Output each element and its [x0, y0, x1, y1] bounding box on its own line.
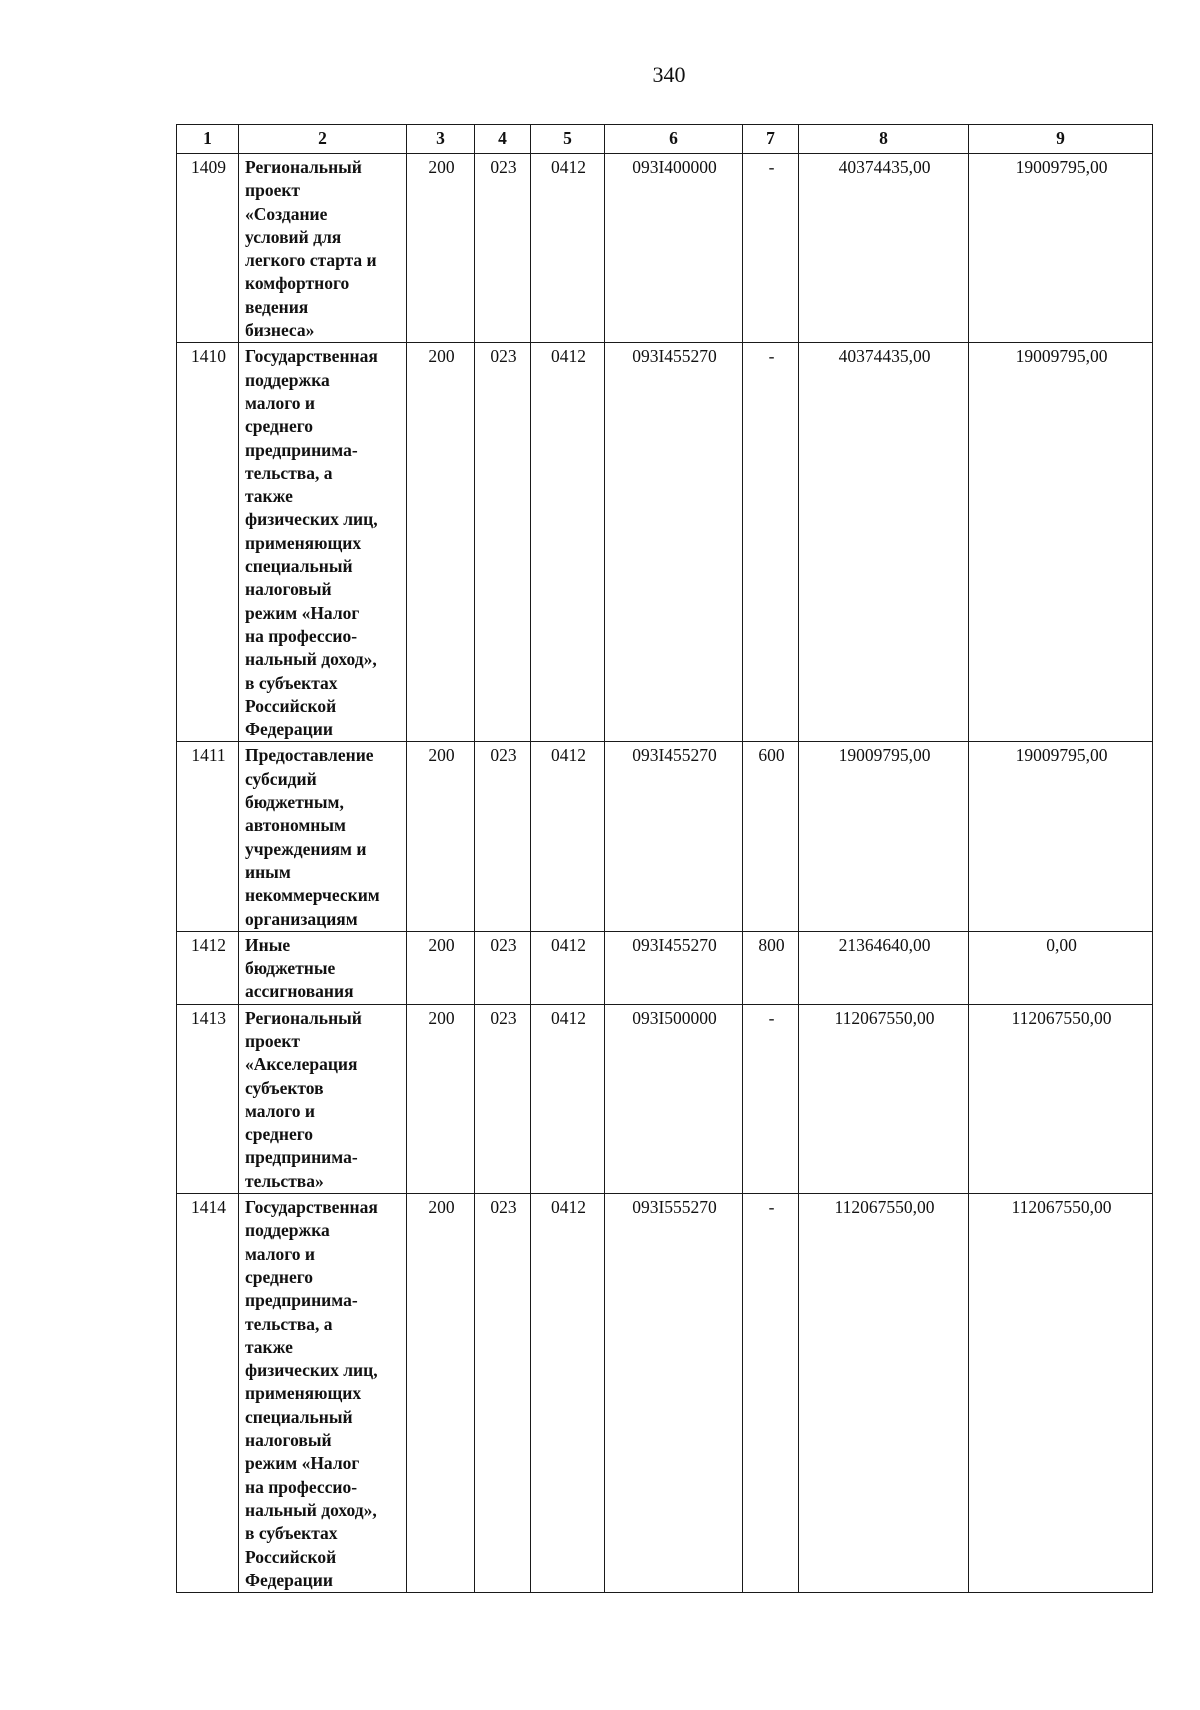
cell-col8: 112067550,00 [799, 1004, 969, 1193]
cell-col6: 093I500000 [605, 1004, 743, 1193]
cell-col5: 0412 [531, 343, 605, 742]
cell-col8: 112067550,00 [799, 1194, 969, 1593]
column-header: 7 [743, 125, 799, 154]
cell-col9: 19009795,00 [969, 742, 1153, 931]
column-header: 2 [239, 125, 407, 154]
header-row [177, 125, 1153, 154]
column-header: 1 [177, 125, 239, 154]
column-header: 5 [531, 125, 605, 154]
row-number: 1411 [177, 742, 239, 931]
cell-col3: 200 [407, 1004, 475, 1193]
cell-col4: 023 [475, 931, 531, 1004]
table-row [177, 931, 1153, 1004]
column-header: 8 [799, 125, 969, 154]
cell-col9: 19009795,00 [969, 343, 1153, 742]
cell-col5: 0412 [531, 742, 605, 931]
row-name: Региональный проект «Создание условий для легкого старта и комфортного ведения бизнеса» [239, 154, 407, 343]
cell-col7: 600 [743, 742, 799, 931]
row-number: 1414 [177, 1194, 239, 1593]
cell-col7: - [743, 1194, 799, 1593]
column-header: 3 [407, 125, 475, 154]
cell-col5: 0412 [531, 1004, 605, 1193]
cell-col4: 023 [475, 343, 531, 742]
cell-col8: 19009795,00 [799, 742, 969, 931]
cell-col4: 023 [475, 1004, 531, 1193]
row-name: Предоставление субсидий бюджетным, автономным учреждениям и иным некоммерческим организациям [239, 742, 407, 931]
cell-col7: - [743, 154, 799, 343]
row-number: 1409 [177, 154, 239, 343]
row-name: Иные бюджетные ассигнования [239, 931, 407, 1004]
cell-col8: 40374435,00 [799, 343, 969, 742]
cell-col7: - [743, 343, 799, 742]
row-number: 1413 [177, 1004, 239, 1193]
cell-col8: 21364640,00 [799, 931, 969, 1004]
cell-col6: 093I455270 [605, 742, 743, 931]
row-number: 1410 [177, 343, 239, 742]
cell-col3: 200 [407, 343, 475, 742]
cell-col3: 200 [407, 1194, 475, 1593]
cell-col9: 112067550,00 [969, 1004, 1153, 1193]
cell-col4: 023 [475, 742, 531, 931]
table-row [177, 742, 1153, 931]
cell-col9: 0,00 [969, 931, 1153, 1004]
cell-col6: 093I400000 [605, 154, 743, 343]
page-number: 340 [652, 62, 686, 87]
row-name: Государственная поддержка малого и среднего предпринима- тельства, а также физических лиц, применяющих специальный налоговый режим «Налог на профессио- нальный доход», в субъектах Российской Федерации [239, 1194, 407, 1593]
cell-col6: 093I455270 [605, 931, 743, 1004]
row-name: Государственная поддержка малого и среднего предпринима- тельства, а также физических лиц, применяющих специальный налоговый режим «Налог на профессио- нальный доход», в субъектах Российской Федерации [239, 343, 407, 742]
cell-col7: 800 [743, 931, 799, 1004]
budget-table [176, 124, 1153, 1593]
cell-col9: 19009795,00 [969, 154, 1153, 343]
cell-col6: 093I455270 [605, 343, 743, 742]
cell-col9: 112067550,00 [969, 1194, 1153, 1593]
cell-col3: 200 [407, 931, 475, 1004]
cell-col3: 200 [407, 742, 475, 931]
cell-col4: 023 [475, 154, 531, 343]
table-row [177, 1194, 1153, 1593]
cell-col4: 023 [475, 1194, 531, 1593]
column-header: 4 [475, 125, 531, 154]
table-row [177, 343, 1153, 742]
column-header: 6 [605, 125, 743, 154]
cell-col5: 0412 [531, 1194, 605, 1593]
cell-col5: 0412 [531, 931, 605, 1004]
table-row [177, 1004, 1153, 1193]
cell-col7: - [743, 1004, 799, 1193]
row-number: 1412 [177, 931, 239, 1004]
cell-col6: 093I555270 [605, 1194, 743, 1593]
row-name: Региональный проект «Акселерация субъектов малого и среднего предпринима- тельства» [239, 1004, 407, 1193]
cell-col5: 0412 [531, 154, 605, 343]
table-row [177, 154, 1153, 343]
cell-col3: 200 [407, 154, 475, 343]
cell-col8: 40374435,00 [799, 154, 969, 343]
column-header: 9 [969, 125, 1153, 154]
